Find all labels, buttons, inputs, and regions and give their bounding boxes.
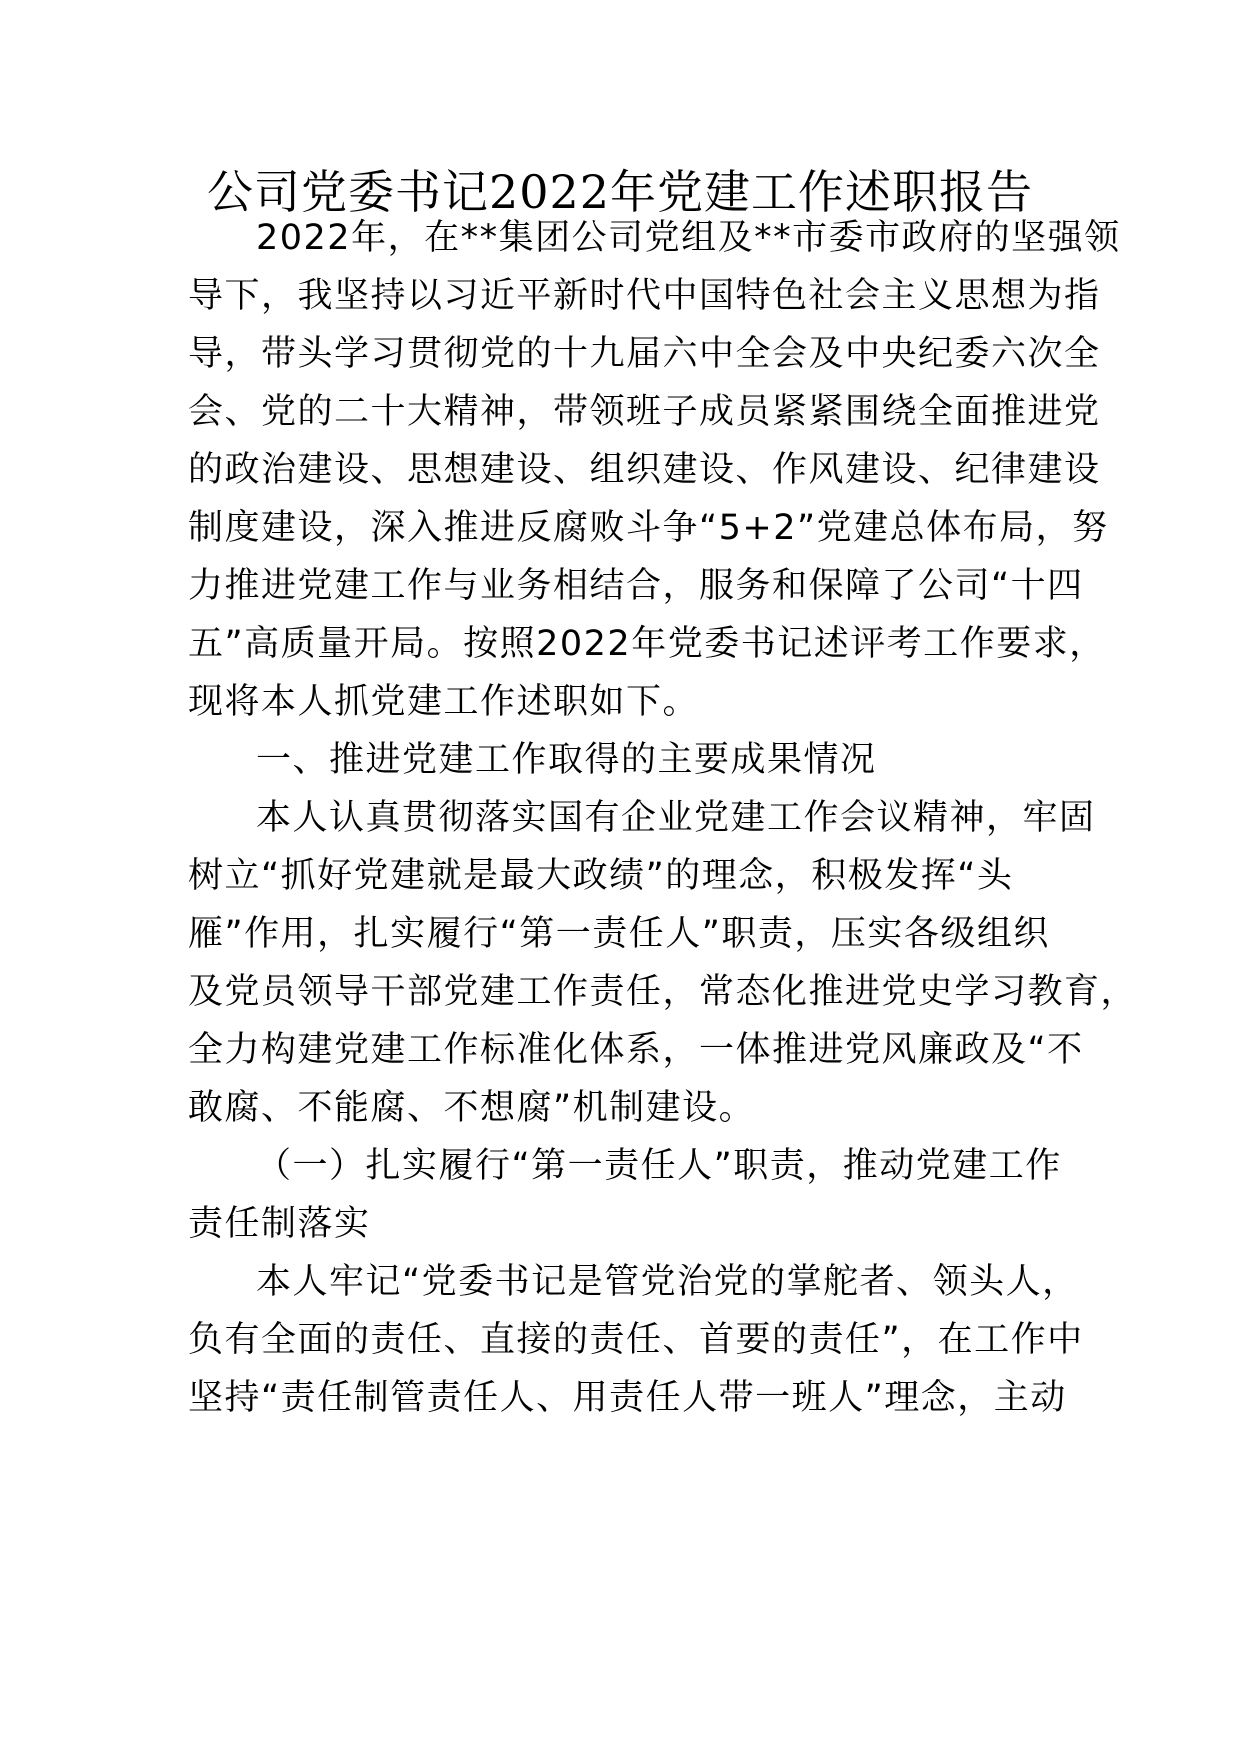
paragraph-line: 的政治建设、思想建设、组织建设、作风建设、纪律建设 bbox=[188, 450, 1101, 490]
document-title: 公司党委书记2022年党建工作述职报告 bbox=[206, 165, 1034, 219]
paragraph-line: 本人牢记“党委书记是管党治党的掌舵者、领头人， bbox=[256, 1262, 1079, 1302]
paragraph-line: 全力构建党建工作标准化体系，一体推进党风廉政及“不 bbox=[188, 1030, 1084, 1070]
paragraph-line: 会、党的二十大精神，带领班子成员紧紧围绕全面推进党 bbox=[188, 392, 1101, 432]
paragraph-line: 雁”作用，扎实履行“第一责任人”职责，压实各级组织 bbox=[188, 914, 1050, 954]
paragraph-line: 制度建设，深入推进反腐败斗争“5+2”党建总体布局，努 bbox=[188, 508, 1109, 548]
paragraph-line: 树立“抓好党建就是最大政绩”的理念，积极发挥“头 bbox=[188, 856, 1014, 896]
paragraph-line: 负有全面的责任、直接的责任、首要的责任”，在工作中 bbox=[188, 1320, 1084, 1360]
section-heading: 一、推进党建工作取得的主要成果情况 bbox=[256, 740, 877, 780]
subsection-heading-continued: 责任制落实 bbox=[188, 1204, 371, 1244]
paragraph-line: 敢腐、不能腐、不想腐”机制建设。 bbox=[188, 1088, 756, 1128]
paragraph-line: 导，带头学习贯彻党的十九届六中全会及中央纪委六次全 bbox=[188, 334, 1101, 374]
paragraph-line: 现将本人抓党建工作述职如下。 bbox=[188, 682, 700, 722]
paragraph-line: 2022年，在**集团公司党组及**市委市政府的坚强领 bbox=[256, 218, 1121, 258]
paragraph-line: 本人认真贯彻落实国有企业党建工作会议精神，牢固 bbox=[256, 798, 1096, 838]
paragraph-line: 导下，我坚持以习近平新时代中国特色社会主义思想为指 bbox=[188, 276, 1101, 316]
paragraph-line: 力推进党建工作与业务相结合，服务和保障了公司“十四 bbox=[188, 566, 1084, 606]
subsection-heading: （一）扎实履行“第一责任人”职责，推动党建工作 bbox=[256, 1146, 1062, 1186]
paragraph-line: 坚持“责任制管责任人、用责任人带一班人”理念，主动 bbox=[188, 1378, 1067, 1418]
paragraph-line: 及党员领导干部党建工作责任，常态化推进党史学习教育， bbox=[188, 972, 1138, 1012]
paragraph-line: 五”高质量开局。按照2022年党委书记述评考工作要求， bbox=[188, 624, 1106, 664]
